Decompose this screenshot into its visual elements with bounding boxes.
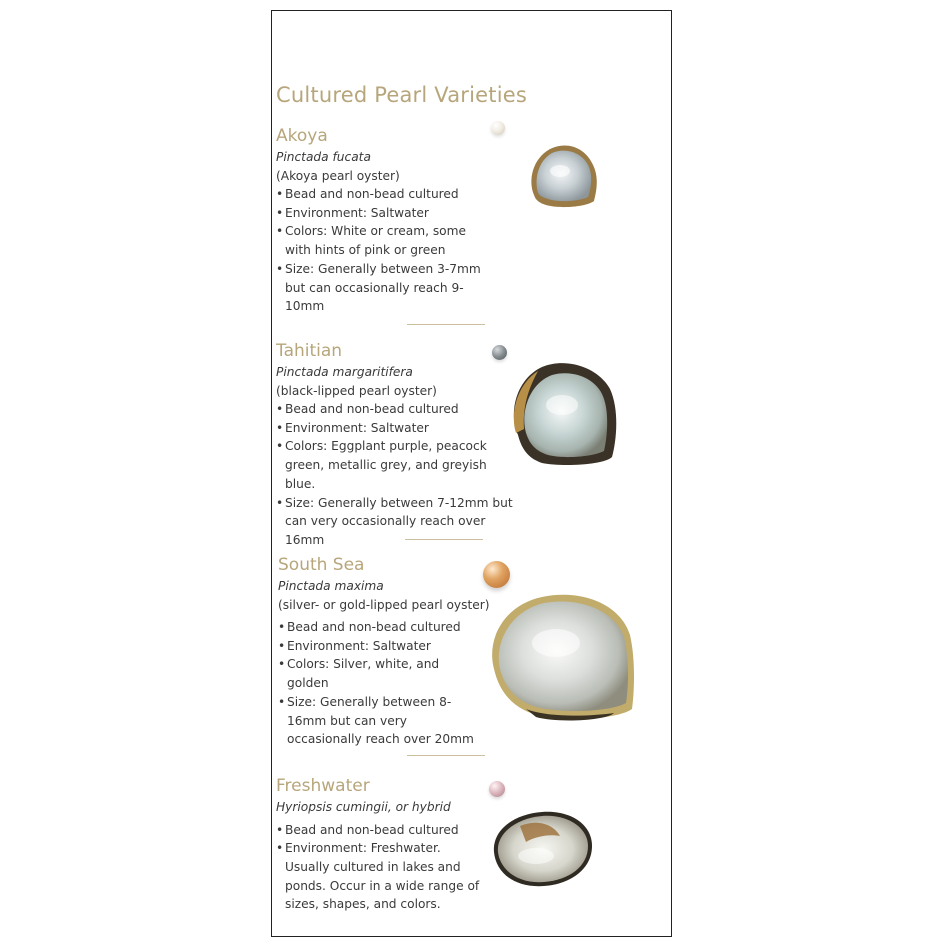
akoya-shell-icon <box>526 141 602 213</box>
variety-south-sea <box>278 554 518 749</box>
list-item: • Environment: Saltwater <box>278 637 483 656</box>
common-name: (black-lipped pearl oyster) <box>276 383 437 398</box>
list-item: • Colors: Silver, white, and golden <box>278 655 483 692</box>
pearl-varieties-panel <box>271 10 672 937</box>
section-divider <box>405 539 483 540</box>
common-name: (silver- or gold-lipped pearl oyster) <box>278 597 490 612</box>
attribute-list <box>276 400 516 550</box>
list-item: • Colors: Eggplant purple, peacock green, metallic grey, and greyish blue. <box>276 437 516 493</box>
attribute-list <box>278 618 483 749</box>
golden-pearl-icon <box>483 561 510 588</box>
scientific-name: Pinctada maxima <box>278 579 384 593</box>
list-item: • Environment: Saltwater <box>276 419 516 438</box>
attribute-list <box>276 185 491 316</box>
freshwater-shell-icon <box>490 806 596 890</box>
variety-tahitian <box>276 340 516 550</box>
section-divider <box>407 755 485 756</box>
attribute-list <box>276 821 481 915</box>
list-item: • Size: Generally between 3-7mm but can occasionally reach 9-10mm <box>276 260 491 316</box>
variety-name: Akoya <box>276 126 328 146</box>
variety-name: Tahitian <box>276 341 343 361</box>
page-title: Cultured Pearl Varieties <box>276 83 528 107</box>
variety-name: South Sea <box>278 555 365 575</box>
scientific-name: Pinctada fucata <box>276 150 371 164</box>
pink-pearl-icon <box>489 781 505 797</box>
list-item: • Bead and non-bead cultured <box>278 618 483 637</box>
section-divider <box>407 324 485 325</box>
variety-akoya <box>276 125 516 316</box>
variety-name: Freshwater <box>276 776 370 796</box>
list-item: • Colors: White or cream, some with hints of pink or green <box>276 222 491 259</box>
scientific-name: Pinctada margaritifera <box>276 365 413 379</box>
list-item: • Bead and non-bead cultured <box>276 400 516 419</box>
scientific-name: Hyriopsis cumingii, or hybrid <box>276 800 451 814</box>
south-sea-shell-icon <box>486 591 638 727</box>
list-item: • Environment: Freshwater. Usually cultured in lakes and ponds. Occur in a wide range of sizes, shapes, and colors. <box>276 839 481 914</box>
variety-freshwater <box>276 775 516 914</box>
list-item: • Bead and non-bead cultured <box>276 821 481 840</box>
cream-pearl-icon <box>491 121 505 135</box>
common-name: (Akoya pearl oyster) <box>276 168 400 183</box>
list-item: • Size: Generally between 7-12mm but can very occasionally reach over 16mm <box>276 494 516 550</box>
list-item: • Size: Generally between 8-16mm but can very occasionally reach over 20mm <box>278 693 483 749</box>
list-item: • Bead and non-bead cultured <box>276 185 491 204</box>
tahitian-shell-icon <box>508 359 620 471</box>
list-item: • Environment: Saltwater <box>276 204 491 223</box>
grey-pearl-icon <box>492 345 507 360</box>
